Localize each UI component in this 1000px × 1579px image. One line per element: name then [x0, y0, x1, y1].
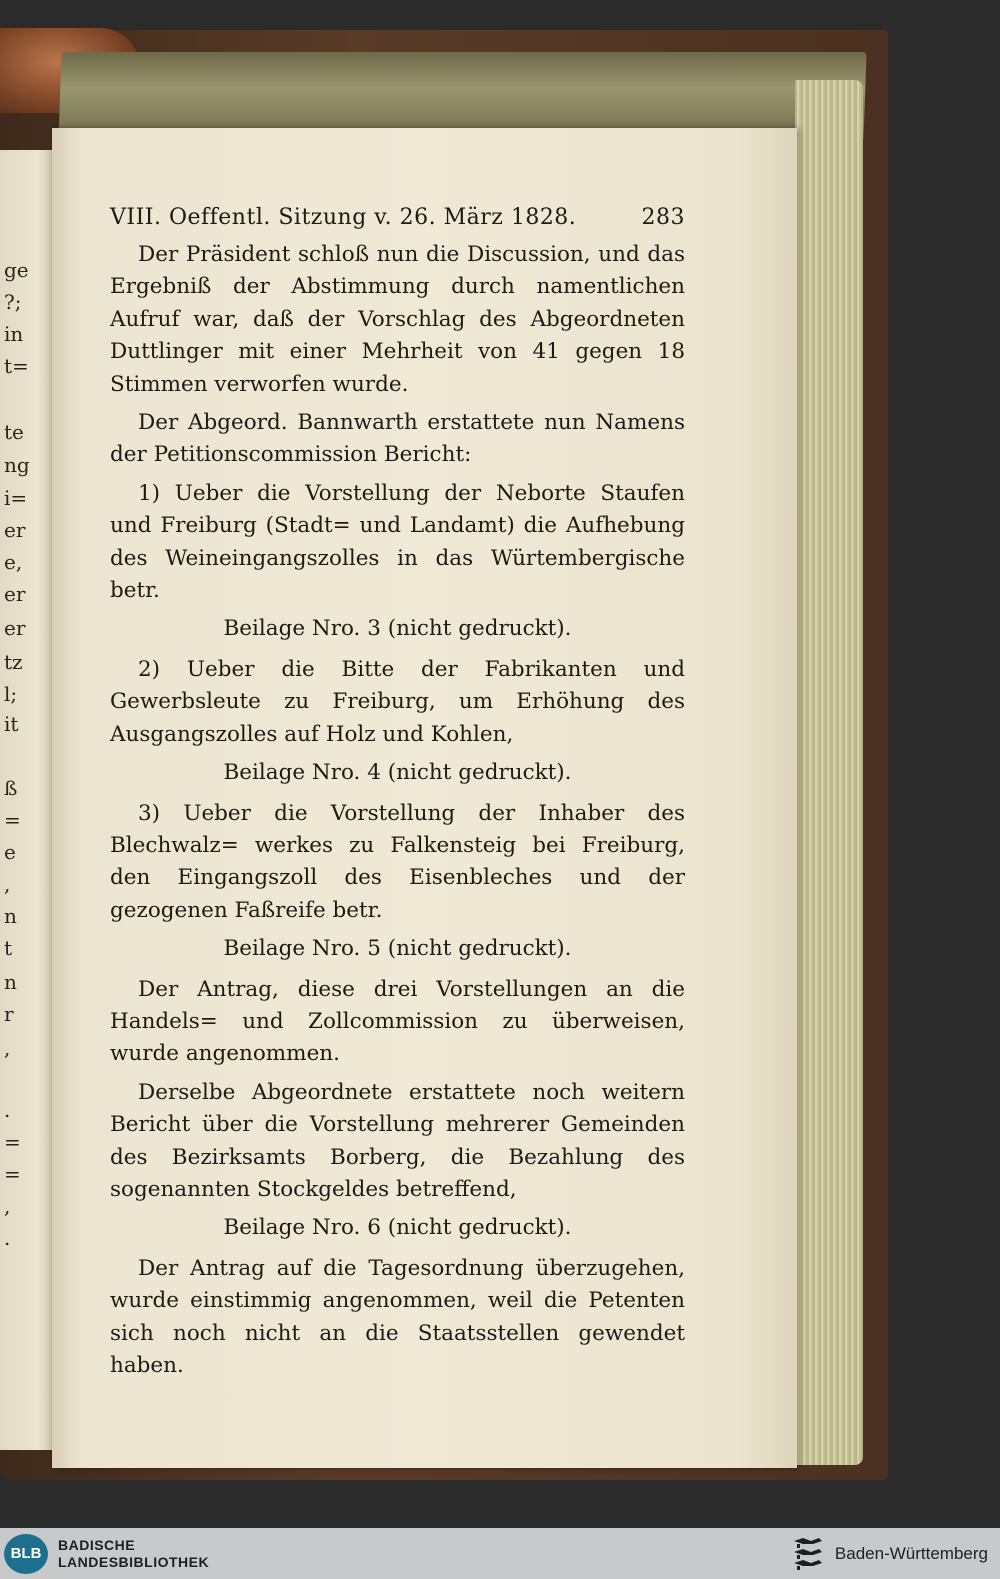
library-name-line2: LANDESBIBLIOTHEK [58, 1553, 210, 1570]
blb-branding[interactable] [4, 1534, 209, 1574]
state-name: Baden-Württemberg [834, 1543, 988, 1563]
margin-letter: e [4, 840, 16, 864]
margin-letter: = [4, 1130, 21, 1154]
paragraph-further-report: Derselbe Abgeordnete erstattete noch weitern Bericht über die Vorstellung mehrerer Gemeinden des Bezirksamts Borberg, die Bezahlung des sogenannten Stockgeldes betreffend, [110, 1079, 685, 1202]
paragraph-item-1: 1) Ueber die Vorstellung der Neborte Staufen und Freiburg (Stadt= und Landamt) die Aufhebung des Weineingangszolles in das Würtembergische betr. [110, 480, 685, 604]
margin-letter: , [4, 1194, 11, 1218]
margin-letter: l; [4, 682, 18, 706]
margin-letter: n [4, 970, 17, 994]
margin-letter: ge [4, 258, 29, 282]
margin-letter: t [4, 936, 13, 960]
margin-letter: ?; [4, 290, 22, 314]
paragraph-motion-accepted: Der Antrag, diese drei Vorstellungen an die Handels= und Zollcommission zu überweisen, wurde angenommen. [110, 976, 685, 1067]
viewer-footer-bar [0, 1528, 1000, 1579]
paragraph-item-3: 3) Ueber die Vorstellung der Inhaber des Blechwalz= werkes zu Falkensteig bei Freiburg, den Eingangszoll des Eisenbleches und der gezogenen Faßreife betr. [110, 800, 685, 923]
running-header [110, 205, 685, 239]
margin-letter: = [4, 808, 21, 832]
margin-letter: tz [4, 650, 23, 674]
page-text-block [110, 205, 685, 1388]
margin-letter: er [4, 616, 26, 640]
blb-logo-icon: BLB [4, 1534, 48, 1574]
beilage-6: Beilage Nro. 6 (nicht gedruckt). [223, 1215, 572, 1241]
margin-letter: , [4, 872, 11, 896]
page-block-fore-edge [795, 80, 863, 1465]
margin-letter: = [4, 1162, 21, 1186]
margin-letter: n [4, 904, 17, 928]
paragraph-president-result: Der Präsident schloß nun die Discussion, und das Ergebniß der Abstimmung durch namentlichen Aufruf war, daß der Vorschlag des Abgeordneten Duttlinger mit einer Mehrheit von 41 gegen 18 Stimmen verworfen wurde. [110, 242, 685, 397]
margin-letter: in [4, 322, 24, 346]
paragraph-bannwarth-report: Der Abgeord. Bannwarth erstattete nun Namens der Petitionscommission Bericht: [110, 410, 685, 468]
margin-letter: te [4, 420, 24, 444]
paragraph-agenda-motion: Der Antrag auf die Tagesordnung überzugehen, wurde einstimmig angenommen, weil die Petenten sich noch nicht an die Staatsstellen gewendet haben. [110, 1255, 685, 1378]
paragraph-item-2: 2) Ueber die Bitte der Fabrikanten und Gewerbsleute zu Freiburg, um Erhöhung des Ausgangszolles auf Holz und Kohlen, [110, 656, 685, 747]
beilage-5: Beilage Nro. 5 (nicht gedruckt). [223, 936, 572, 962]
margin-letter: , [4, 1036, 11, 1060]
library-name-line1: BADISCHE [58, 1536, 136, 1553]
margin-letter: er [4, 582, 26, 606]
library-name [58, 1537, 209, 1571]
margin-letter: ng [4, 453, 30, 477]
margin-letter: . [4, 1098, 11, 1122]
coat-of-arms-icon [791, 1535, 825, 1573]
margin-letter: it [4, 712, 19, 736]
beilage-4: Beilage Nro. 4 (nicht gedruckt). [223, 760, 572, 786]
running-title: VIII. Oeffentl. Sitzung v. 26. März 1828. [110, 205, 577, 230]
beilage-3: Beilage Nro. 3 (nicht gedruckt). [223, 616, 572, 642]
margin-letter: r [4, 1002, 14, 1026]
baden-wuerttemberg-branding[interactable] [791, 1535, 988, 1573]
page-number: 283 [641, 205, 685, 230]
margin-letter: t= [4, 354, 29, 378]
margin-letter: i= [4, 486, 28, 510]
margin-letter: e, [4, 550, 23, 574]
margin-letter: . [4, 1226, 11, 1250]
margin-letter: er [4, 518, 26, 542]
margin-letter: ß [4, 776, 18, 800]
